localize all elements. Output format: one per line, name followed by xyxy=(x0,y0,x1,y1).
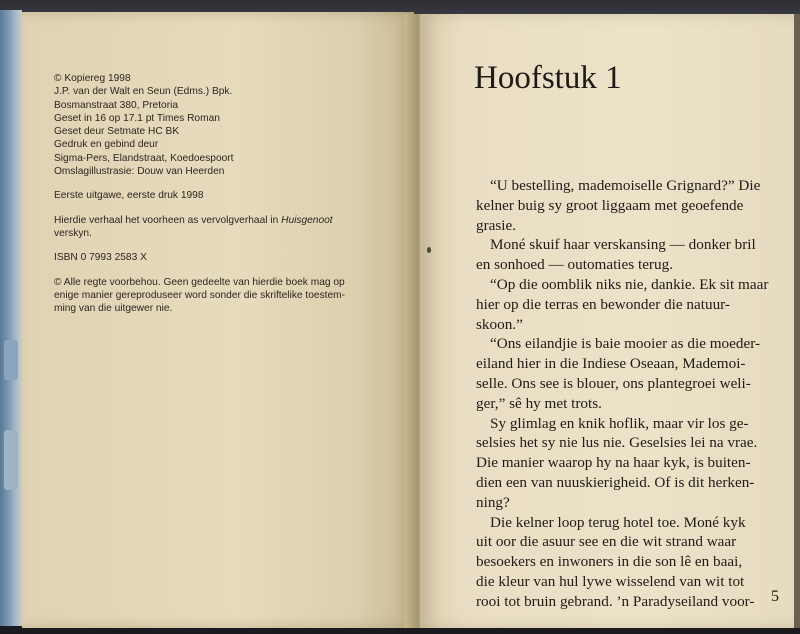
imprint-line: © Kopiereg 1998 xyxy=(54,73,131,84)
rights-line: © Alle regte voorbehou. Geen gedeelte van hierdie boek mag op xyxy=(54,276,345,288)
text-line: “Op die oomblik niks nie, dankie. Ek sit maar xyxy=(490,275,769,293)
paragraph xyxy=(476,275,782,334)
text-line: kelner buig sy groot liggaam met geoefende xyxy=(476,196,744,214)
publisher-details xyxy=(54,72,384,178)
text-line: Sy glimlag en knik hoflik, maar vir los ge- xyxy=(490,414,749,432)
imprint-line: Omslagillustrasie: Douw van Heerden xyxy=(54,166,225,178)
cover-illustration-fragment xyxy=(4,430,18,490)
rights-notice xyxy=(54,276,384,316)
text-line: “Ons eilandjie is baie mooier as die moeder- xyxy=(490,335,761,353)
imprint-line: Geset in 16 op 17.1 pt Times Roman xyxy=(54,112,220,124)
text-line: dien een van nuuskierigheid. Of is dit herken- xyxy=(476,473,755,491)
text-line: skoon.” xyxy=(476,315,523,333)
text-line: rooi tot bruin gebrand. ’n Paradyseiland voor- xyxy=(476,592,755,610)
imprint-line: Geset deur Setmate HC BK xyxy=(54,126,180,138)
text-line: eiland hier in die Indiese Oseaan, Mademoi- xyxy=(476,355,746,373)
text-line: Moné skuif haar verskansing — donker bril xyxy=(490,236,756,254)
rights-line: ming van die uitgewer nie. xyxy=(54,303,173,315)
chapter-body xyxy=(476,176,782,612)
isbn: ISBN 0 7993 2583 X xyxy=(54,252,147,264)
chapter-title: Hoofstuk 1 xyxy=(474,60,622,96)
serial-note-line: verskyn. xyxy=(54,227,92,239)
text-line: besoekers en inwoners in die son lê en baai, xyxy=(476,553,743,571)
text-line: en sonhoed — outomaties terug. xyxy=(476,256,673,274)
serial-note xyxy=(54,214,384,241)
text-line: ning? xyxy=(476,493,510,511)
text-line: “U bestelling, mademoiselle Grignard?” Die xyxy=(490,177,761,194)
imprint-line: Sigma-Pers, Elandstraat, Koedoespoort xyxy=(54,152,234,164)
imprint-block xyxy=(54,72,384,315)
text-line: selsies het sy nie lus nie. Geselsies lei na vrae. xyxy=(476,434,758,452)
text-line: ger,” sê hy met trots. xyxy=(476,394,602,412)
paragraph xyxy=(476,414,782,513)
imprint-line: J.P. van der Walt en Seun (Edms.) Bpk. xyxy=(54,86,233,98)
rights-line: enige manier gereproduseer word sonder die skriftelike toestem- xyxy=(54,289,346,301)
text-line: grasie. xyxy=(476,216,517,234)
text-line: uit oor die asuur see en die wit strand waar xyxy=(476,533,737,551)
paragraph xyxy=(476,235,782,275)
text-line: Die manier waarop hy na haar kyk, is buiten- xyxy=(476,454,751,472)
cover-illustration-fragment xyxy=(4,340,18,380)
text-line: die kleur van hul lywe wisselend van wit tot xyxy=(476,572,745,590)
serial-note-text: Hierdie verhaal het voorheen as vervolgverhaal in xyxy=(54,214,282,226)
paragraph xyxy=(476,176,782,235)
text-line: selle. Ons see is blouer, ons plantegroei weli- xyxy=(476,374,751,392)
imprint-line: Gedruk en gebind deur xyxy=(54,139,159,151)
book-cover-edge xyxy=(0,10,22,626)
text-line: Die kelner loop terug hotel toe. Moné kyk xyxy=(490,513,746,531)
paragraph xyxy=(476,334,782,413)
serial-note-line xyxy=(54,214,384,227)
page-number: 5 xyxy=(771,588,779,605)
edition-line: Eerste uitgawe, eerste druk 1998 xyxy=(54,190,204,202)
page-edge xyxy=(794,14,800,628)
paragraph xyxy=(476,513,782,612)
imprint-line: Bosmanstraat 380, Pretoria xyxy=(54,99,179,111)
text-line: hier op die terras en bewonder die natuur- xyxy=(476,295,730,313)
paper-spot xyxy=(427,247,431,253)
magazine-title: Huisgenoot xyxy=(281,214,333,226)
